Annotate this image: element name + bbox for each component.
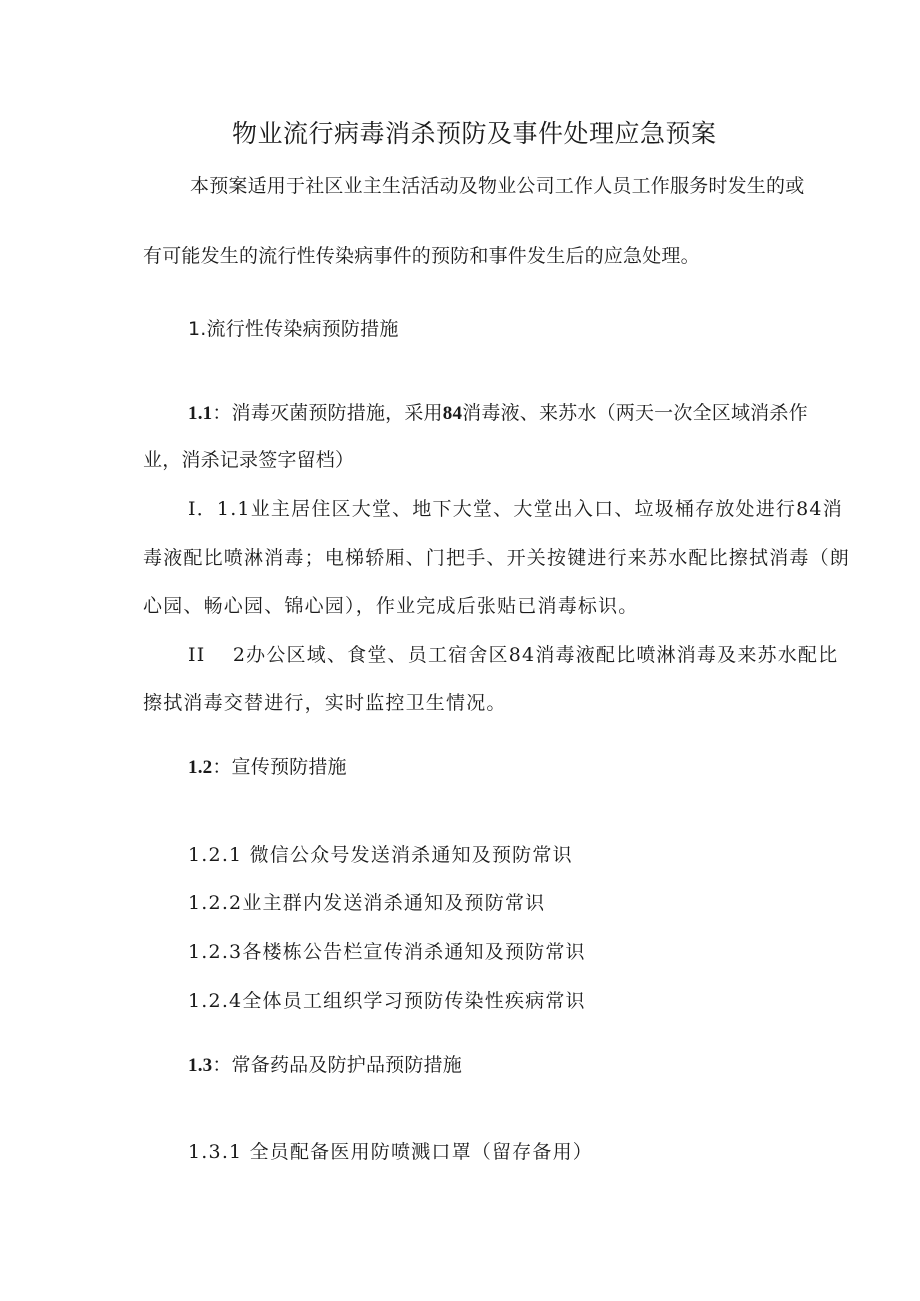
list-item-1-2-1: 1.2.1 微信公众号发送消杀通知及预防常识 (188, 844, 573, 866)
list-item-1-2-3: 1.2.3各楼栋公告栏宣传消杀通知及预防常识 (188, 941, 586, 963)
list-item-1-2-4: 1.2.4全体员工组织学习预防传染性疾病常识 (188, 990, 586, 1012)
list-item-1-3-1: 1.3.1 全员配备医用防喷溅口罩（留存备用） (188, 1141, 593, 1163)
list-item-1-2-2: 1.2.2业主群内发送消杀通知及预防常识 (188, 892, 546, 914)
intro-line-2: 有可能发生的流行性传染病事件的预防和事件发生后的应急处理。 (143, 245, 700, 267)
section-1-2-heading-text: ：宣传预防措施 (212, 756, 347, 778)
section-1-1-heading-line-1 (188, 398, 808, 425)
section-1-1-heading-line-2: 业，消杀记录签字留档） (143, 449, 355, 471)
item-1-1-1-line-3: 心园、畅心园、锦心园），作业完成后张贴已消毒标识。 (143, 595, 639, 617)
item-1-1-2-line-1: II 2办公区域、食堂、员工宿舍区84消毒液配比喷淋消毒及来苏水配比 (188, 644, 839, 666)
section-1-heading: 1.流行性传染病预防措施 (188, 318, 399, 340)
section-1-2-heading (188, 752, 347, 779)
intro-line-1: 本预案适用于社区业主生活活动及物业公司工作人员工作服务时发生的或 (190, 175, 805, 197)
item-1-1-1-line-1: I．1.1业主居住区大堂、地下大堂、大堂出入口、垃圾桶存放处进行84消 (188, 498, 843, 520)
document-title: 物业流行病毒消杀预防及事件处理应急预案 (232, 119, 717, 148)
section-1-3-number: 1.3 (188, 1055, 213, 1076)
item-1-1-1-line-2: 毒液配比喷淋消毒；电梯轿厢、门把手、开关按键进行来苏水配比擦拭消毒（朗 (143, 547, 851, 569)
section-1-3-heading-text: ：常备药品及防护品预防措施 (212, 1054, 462, 1076)
section-1-1-heading-text: ：消毒灭菌预防措施，采用 (212, 402, 443, 424)
section-1-2-number: 1.2 (188, 757, 213, 778)
item-1-1-2-line-2: 擦拭消毒交替进行，实时监控卫生情况。 (143, 692, 507, 714)
section-1-1-heading-text-rest: 消毒液、来苏水（两天一次全区域消杀作 (462, 402, 808, 424)
section-1-1-chem-number: 84 (442, 403, 463, 424)
section-1-3-heading (188, 1050, 462, 1077)
section-1-1-number: 1.1 (188, 403, 213, 424)
